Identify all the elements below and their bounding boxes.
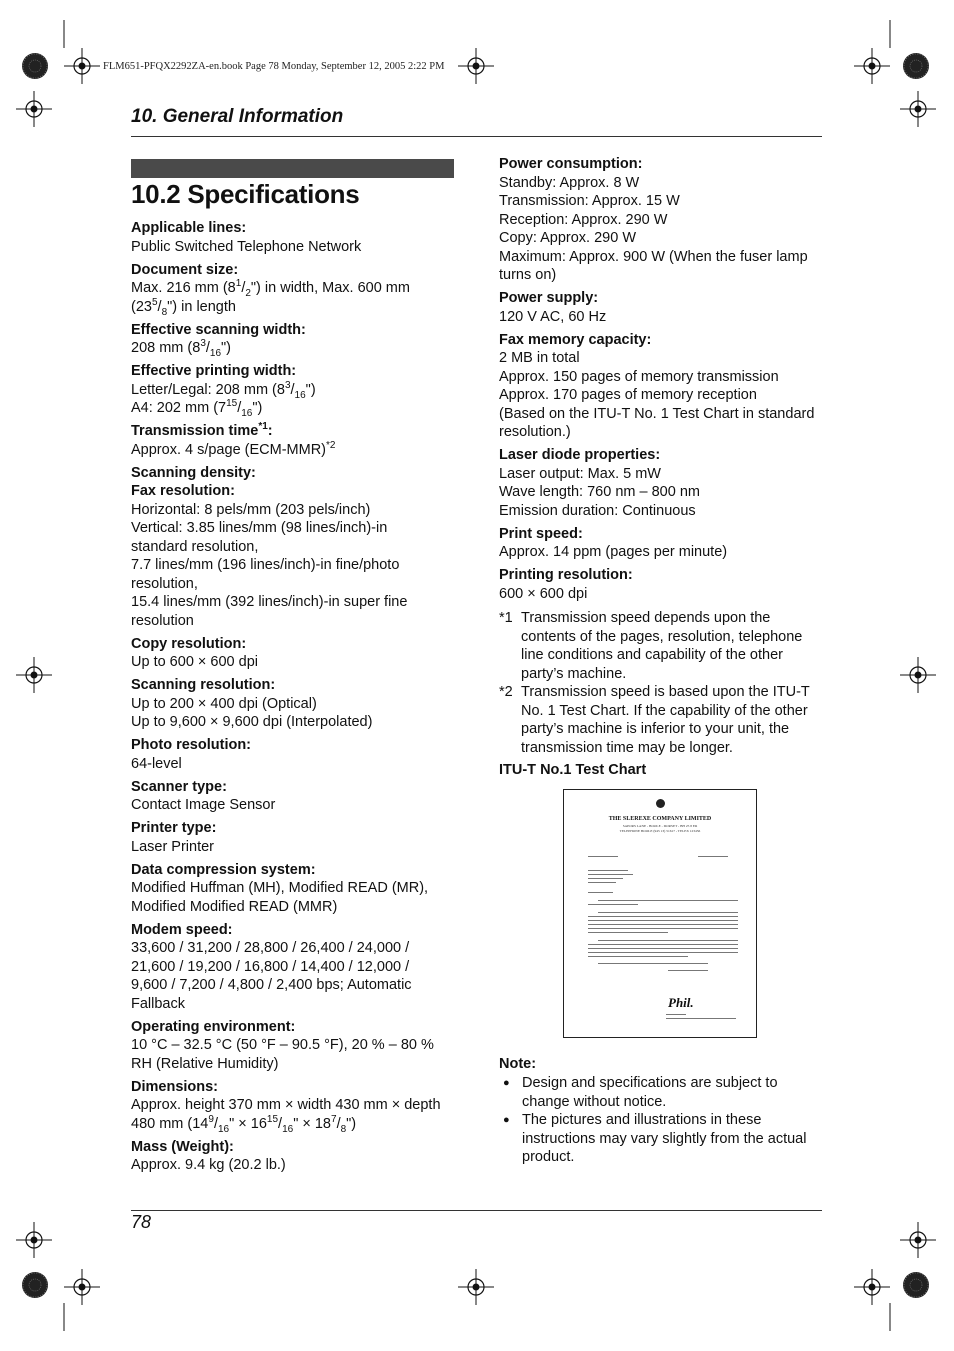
fraction-num: 7 bbox=[331, 1113, 337, 1125]
spec-label: Power consumption: bbox=[499, 156, 643, 172]
spec-value: Approx. height 370 mm × width 430 mm × depth bbox=[131, 1097, 441, 1113]
note-text bbox=[522, 1074, 778, 1111]
fraction-num: 3 bbox=[284, 379, 291, 391]
spec-value: Up to 600 × 600 dpi bbox=[131, 654, 258, 670]
spec-label: Data compression system: bbox=[131, 861, 316, 878]
spec-label: Print speed: bbox=[499, 525, 583, 542]
spec-value: Approx. 9.4 kg (20.2 lb.) bbox=[131, 1157, 286, 1173]
footnote-line: Transmission speed depends upon the bbox=[521, 610, 771, 626]
footnote-line: line conditions and capability of the other bbox=[521, 647, 783, 663]
spec-document-size bbox=[131, 261, 461, 317]
fraction-num: 9 bbox=[208, 1113, 214, 1125]
spec-printing-resolution bbox=[499, 566, 825, 603]
text: ") bbox=[221, 340, 232, 356]
spec-scanning-density bbox=[131, 464, 461, 631]
spec-value: 10 °C – 32.5 °C (50 °F – 90.5 °F), 20 % – 80 % bbox=[131, 1037, 434, 1053]
spec-label: Laser diode properties: bbox=[499, 447, 661, 463]
text: ") in width, Max. 600 mm bbox=[250, 280, 410, 296]
spec-value: Laser Printer bbox=[131, 838, 215, 855]
bullet-icon: ● bbox=[503, 1114, 510, 1126]
text: 480 mm (14 bbox=[131, 1115, 209, 1132]
spec-label: Printer type: bbox=[131, 820, 217, 836]
spec-value: Contact Image Sensor bbox=[131, 797, 276, 813]
spec-copy-resolution bbox=[131, 635, 461, 672]
spec-value: 2 MB in total bbox=[499, 350, 580, 366]
spec-value: 7.7 lines/mm (196 lines/inch)-in fine/photo bbox=[131, 557, 400, 573]
spec-value: turns on) bbox=[499, 267, 557, 283]
footnote-line: No. 1 Test Chart. If the capability of the other bbox=[521, 702, 808, 719]
fraction-den: 8 bbox=[340, 1123, 347, 1135]
text: ") bbox=[305, 381, 316, 398]
bullet-icon: ● bbox=[503, 1077, 510, 1089]
footnote-line: transmission time may be longer. bbox=[521, 739, 733, 756]
footnote-ref: *1 bbox=[258, 421, 268, 433]
spec-label bbox=[131, 422, 461, 441]
footnote-1 bbox=[499, 609, 825, 683]
fraction-den: 2 bbox=[245, 287, 251, 299]
fraction-den: 16 bbox=[294, 389, 306, 401]
footnote-2 bbox=[499, 683, 825, 757]
text: ") bbox=[252, 400, 263, 416]
text: Transmission time bbox=[131, 423, 259, 439]
spec-value: resolution.) bbox=[499, 424, 571, 440]
spec-value: 480 mm ($14^9/_{16}$" × $16^{15}/_{16}$" × $18^7/_8$") bbox=[131, 1113, 357, 1135]
spec-printing-width bbox=[131, 362, 461, 418]
spec-label: Printing resolution: bbox=[499, 567, 633, 583]
spec-value: Vertical: 3.85 lines/mm (98 lines/inch)-in bbox=[131, 520, 388, 536]
spec-value: Modified Huffman (MH), Modified READ (MR), bbox=[131, 880, 429, 896]
spec-value: Reception: Approx. 290 W bbox=[499, 211, 668, 228]
note-line: change without notice. bbox=[522, 1093, 667, 1110]
text: Max. 216 mm (8 bbox=[131, 280, 236, 296]
text: " × 16 bbox=[229, 1115, 267, 1132]
section-header: 10. General Information bbox=[131, 106, 344, 127]
spec-operating-environment bbox=[131, 1018, 461, 1074]
text: : bbox=[267, 423, 273, 439]
spec-value: 33,600 / 31,200 / 28,800 / 26,400 / 24,000 / bbox=[131, 940, 410, 956]
spec-value: Maximum: Approx. 900 W (When the fuser lamp bbox=[499, 248, 808, 265]
text: (23 bbox=[131, 298, 152, 315]
page-title: 10.2 Specifications bbox=[131, 179, 360, 209]
fraction-den: 16 bbox=[217, 1123, 230, 1135]
spec-value: Max. 216 mm $(8^1/_2")$ in width, Max. 600 mm bbox=[131, 278, 410, 299]
text: ") in length bbox=[167, 298, 236, 315]
spec-label: Power supply: bbox=[499, 290, 599, 306]
spec-label: Dimensions: bbox=[131, 1078, 219, 1095]
note-text bbox=[522, 1111, 806, 1167]
spec-power-consumption bbox=[499, 155, 825, 285]
spec-value: 600 × 600 dpi bbox=[499, 585, 588, 602]
spec-label: Scanner type: bbox=[131, 778, 227, 795]
text: " × 18 bbox=[293, 1115, 331, 1132]
footnote-ref: *2 bbox=[326, 439, 336, 451]
spec-value: Public Switched Telephone Network bbox=[131, 238, 362, 255]
spec-value: Wave length: 760 nm – 800 nm bbox=[499, 484, 700, 500]
spec-value: 15.4 lines/mm (392 lines/inch)-in super fine bbox=[131, 594, 408, 610]
spec-value: Approx. 150 pages of memory transmission bbox=[499, 368, 779, 385]
spec-value: Fallback bbox=[131, 995, 185, 1012]
header-rule bbox=[131, 136, 822, 137]
footnote-line: Transmission speed is based upon the ITU-T bbox=[521, 684, 810, 700]
spec-value: Modified Modified READ (MMR) bbox=[131, 898, 338, 915]
test-chart-address-line: TELEPHONE BOOLE (945 13) 51617 - TELEX 123456 bbox=[619, 829, 701, 833]
spec-label: Mass (Weight): bbox=[131, 1138, 234, 1155]
footnote-line: contents of the pages, resolution, telephone bbox=[521, 628, 803, 645]
spec-label: Effective scanning width: bbox=[131, 321, 306, 338]
spec-value: resolution, bbox=[131, 575, 198, 592]
footnote-mark: *1 bbox=[499, 610, 513, 626]
footnote-line: party’s machine is inferior to your unit, the bbox=[521, 721, 790, 737]
spec-label: Operating environment: bbox=[131, 1018, 296, 1035]
spec-value: 9,600 / 7,200 / 4,800 / 2,400 bps; Automatic bbox=[131, 977, 412, 993]
spec-value: Copy: Approx. 290 W bbox=[499, 230, 637, 246]
test-chart-label: ITU-T No.1 Test Chart bbox=[499, 762, 647, 778]
spec-value: Emission duration: Continuous bbox=[499, 502, 696, 519]
spec-print-speed bbox=[499, 525, 825, 562]
test-chart-address bbox=[564, 824, 756, 834]
test-chart-letter-body bbox=[588, 856, 738, 974]
fraction-num: 15 bbox=[226, 398, 238, 410]
specs-right-column bbox=[499, 155, 825, 780]
footnote-mark: *2 bbox=[499, 684, 513, 700]
spec-transmission-time bbox=[131, 422, 461, 459]
list-item bbox=[499, 1074, 825, 1111]
spec-data-compression bbox=[131, 861, 461, 917]
spec-value: Letter/Legal: 208 mm $(8^3/_{16}")$ bbox=[131, 379, 316, 401]
spec-scanning-resolution bbox=[131, 676, 461, 732]
spec-laser-diode bbox=[499, 446, 825, 520]
text: Approx. 4 s/page (ECM-MMR) bbox=[131, 441, 326, 458]
spec-photo-resolution bbox=[131, 736, 461, 773]
footnote-text bbox=[521, 609, 825, 683]
footer-rule bbox=[131, 1210, 822, 1211]
spec-value: 64-level bbox=[131, 755, 182, 772]
spec-value bbox=[131, 441, 461, 460]
spec-value: A4: 202 mm $(7^{15}/_{16}")$ bbox=[131, 398, 263, 419]
spec-mass bbox=[131, 1138, 461, 1175]
text: ") bbox=[346, 1115, 357, 1132]
spec-value: Approx. 14 ppm (pages per minute) bbox=[499, 544, 728, 560]
title-bar bbox=[131, 159, 454, 178]
fraction-num: 3 bbox=[200, 338, 206, 350]
fraction-den: 8 bbox=[161, 306, 168, 318]
spec-applicable-lines bbox=[131, 219, 461, 256]
spec-value: Up to 200 × 400 dpi (Optical) bbox=[131, 695, 317, 712]
note-label: Note: bbox=[499, 1056, 537, 1072]
spec-label: Photo resolution: bbox=[131, 737, 252, 753]
spec-value: Up to 9,600 × 9,600 dpi (Interpolated) bbox=[131, 714, 373, 730]
spec-value: 208 mm $(8^3/_{16}")$ bbox=[131, 338, 232, 359]
footnote-text bbox=[521, 683, 825, 757]
spec-label: Applicable lines: bbox=[131, 220, 247, 236]
fraction-den: 16 bbox=[282, 1123, 294, 1135]
spec-fax-memory bbox=[499, 331, 825, 442]
spec-label: Document size: bbox=[131, 261, 239, 278]
fraction-num: 15 bbox=[266, 1113, 279, 1125]
spec-scanning-width bbox=[131, 321, 461, 358]
spec-label: Scanning resolution: bbox=[131, 677, 276, 693]
spec-printer-type bbox=[131, 819, 461, 856]
spec-value: Approx. 170 pages of memory reception bbox=[499, 387, 757, 403]
test-chart-signature: Phil. bbox=[668, 995, 694, 1010]
text: 208 mm (8 bbox=[131, 340, 201, 356]
note-line: instructions may vary slightly from the actual bbox=[522, 1130, 807, 1147]
note-line: Design and specifications are subject to bbox=[522, 1075, 778, 1091]
spec-modem-speed bbox=[131, 921, 461, 1014]
spec-scanner-type bbox=[131, 778, 461, 815]
test-chart-sign-lines bbox=[666, 1014, 736, 1022]
spec-value: 120 V AC, 60 Hz bbox=[499, 308, 607, 325]
note-line: The pictures and illustrations in these bbox=[522, 1112, 762, 1128]
page-number: 78 bbox=[131, 1212, 152, 1232]
spec-value: RH (Relative Humidity) bbox=[131, 1055, 279, 1072]
spec-power-supply bbox=[499, 289, 825, 326]
test-chart-address-line: SAPORS LANE - BOOLE - DORSET - BH 25 8 ER bbox=[622, 824, 698, 828]
text: Letter/Legal: 208 mm (8 bbox=[131, 381, 285, 398]
spec-value: Standby: Approx. 8 W bbox=[499, 174, 640, 191]
spec-value: standard resolution, bbox=[131, 538, 259, 555]
file-header: FLM651-PFQX2292ZA-en.book Page 78 Monday, September 12, 2005 2:22 PM bbox=[103, 61, 445, 72]
fraction-den: 16 bbox=[241, 407, 253, 419]
spec-label: Scanning density: bbox=[131, 464, 256, 481]
fraction-num: 5 bbox=[151, 296, 158, 308]
note-line: product. bbox=[522, 1149, 575, 1165]
specs-left-column bbox=[131, 219, 461, 1179]
company-logo-icon bbox=[656, 799, 665, 808]
note-list bbox=[499, 1074, 825, 1167]
fraction-num: 1 bbox=[235, 278, 242, 290]
test-chart-company: THE SLEREXE COMPANY LIMITED bbox=[608, 816, 712, 822]
spec-value: Transmission: Approx. 15 W bbox=[499, 193, 680, 209]
spec-label: Effective printing width: bbox=[131, 363, 297, 379]
spec-label: Fax memory capacity: bbox=[499, 331, 652, 348]
list-item bbox=[499, 1111, 825, 1167]
spec-label: Modem speed: bbox=[131, 921, 233, 938]
spec-value: Horizontal: 8 pels/mm (203 pels/inch) bbox=[131, 501, 371, 518]
spec-value: (Based on the ITU-T No. 1 Test Chart in standard bbox=[499, 405, 815, 422]
text: A4: 202 mm (7 bbox=[131, 400, 227, 416]
spec-sublabel: Fax resolution: bbox=[131, 483, 235, 499]
spec-value: Laser output: Max. 5 mW bbox=[499, 465, 661, 482]
itu-t-test-chart-image bbox=[563, 789, 757, 1038]
fraction-den: 16 bbox=[209, 347, 222, 359]
spec-value: resolution bbox=[131, 612, 194, 629]
spec-value: 21,600 / 19,200 / 16,800 / 14,400 / 12,000 / bbox=[131, 958, 410, 975]
spec-dimensions bbox=[131, 1078, 461, 1134]
spec-label: Copy resolution: bbox=[131, 635, 247, 652]
spec-value: $(23^5/_8")$ in length bbox=[131, 296, 236, 318]
footnote-line: party’s machine. bbox=[521, 665, 627, 682]
